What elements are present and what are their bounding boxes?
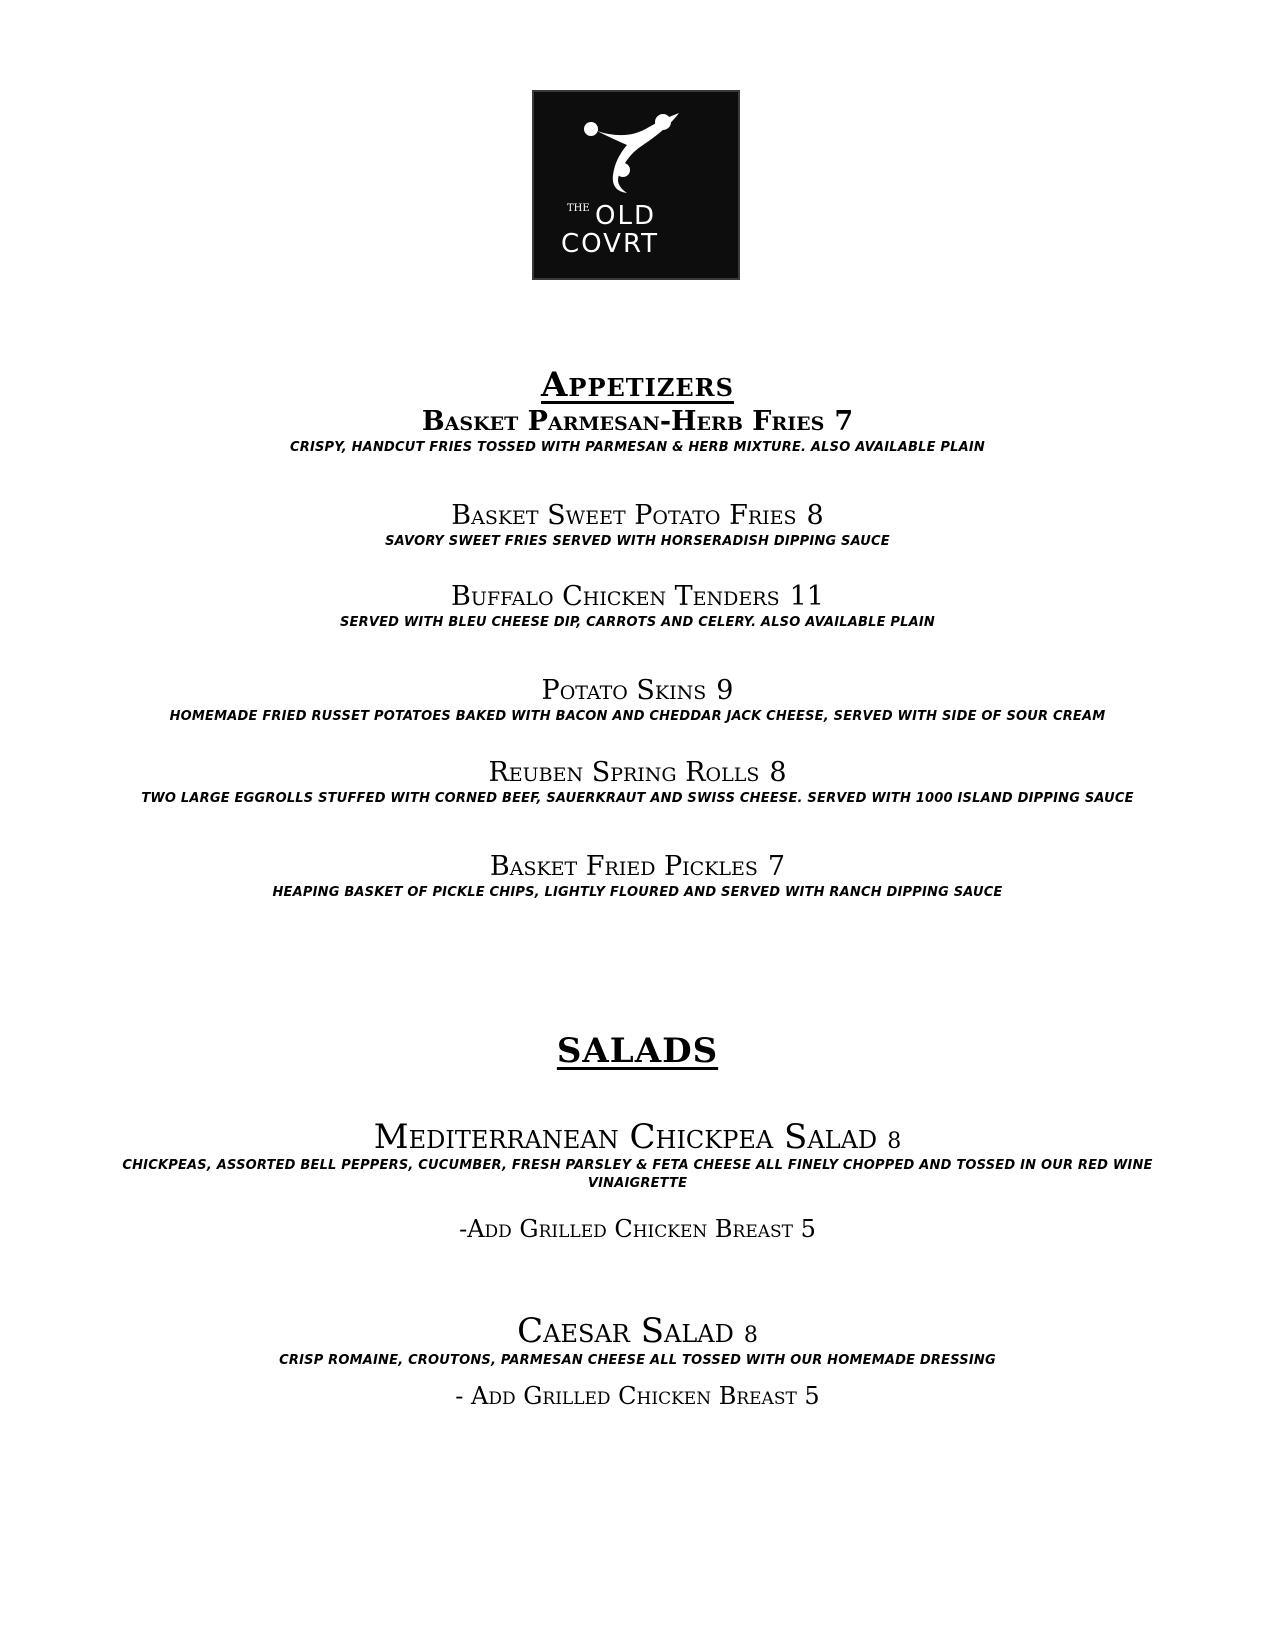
item-description: SERVED WITH BLEU CHEESE DIP, CARROTS AND CELERY. ALSO AVAILABLE PLAIN	[339, 615, 936, 630]
menu-item	[0, 759, 1275, 808]
item-description: TWO LARGE EGGROLLS STUFFED WITH CORNED BEEF, SAUERKRAUT AND SWISS CHEESE. SERVED WITH 1000 ISLAND DIPPING SAUCE	[141, 791, 1134, 806]
item-description: HEAPING BASKET OF PICKLE CHIPS, LIGHTLY FLOURED AND SERVED WITH RANCH DIPPING SAUCE	[272, 885, 1003, 900]
menu-item	[0, 502, 1275, 551]
item-price: 8	[769, 757, 787, 788]
item-description: HOMEMADE FRIED RUSSET POTATOES BAKED WITH BACON AND CHEDDAR JACK CHEESE, SERVED WITH SIDE OF SOUR CREAM	[169, 709, 1106, 724]
menu-item	[0, 853, 1275, 902]
item-description: CHICKPEAS, ASSORTED BELL PEPPERS, CUCUMBER, FRESH PARSLEY & FETA CHEESE ALL FINELY CHOPPED AND TOSSED IN OUR RED WINE VINAIGRETTE	[122, 1158, 1153, 1191]
item-name: Mediterranean Chickpea Salad	[373, 1117, 878, 1157]
item-description: CRISP ROMAINE, CROUTONS, PARMESAN CHEESE ALL TOSSED WITH OUR HOMEMADE DRESSING	[279, 1353, 996, 1368]
item-price: 7	[834, 406, 854, 437]
item-name: Reuben Spring Rolls	[488, 757, 760, 788]
item-description: SAVORY SWEET FRIES SERVED WITH HORSERADISH DIPPING SAUCE	[385, 534, 890, 549]
logo-text-the: THE	[567, 203, 590, 214]
item-price: 8	[743, 1323, 758, 1348]
item-addon: -Add Grilled Chicken Breast 5	[459, 1215, 816, 1243]
logo-text-court: COVRT	[561, 229, 660, 259]
item-addon: - Add Grilled Chicken Breast 5	[455, 1382, 820, 1410]
item-name: Buffalo Chicken Tenders	[451, 581, 780, 612]
item-name: Potato Skins	[541, 675, 707, 706]
item-name: Basket Sweet Potato Fries	[451, 500, 797, 531]
item-price: 8	[887, 1129, 902, 1154]
appetizers-heading: Appetizers	[541, 365, 734, 405]
menu-item	[0, 1117, 1275, 1243]
menu-item	[0, 1311, 1275, 1410]
menu-item	[0, 408, 1275, 457]
item-name: Caesar Salad	[517, 1311, 734, 1351]
menu-item	[0, 677, 1275, 726]
item-price: 9	[716, 675, 734, 706]
old-court-logo	[531, 89, 741, 281]
salads-heading: SALADS	[556, 1031, 719, 1071]
item-description: CRISPY, HANDCUT FRIES TOSSED WITH PARMESAN & HERB MIXTURE. ALSO AVAILABLE PLAIN	[290, 440, 985, 455]
item-name: Basket Parmesan-Herb Fries	[421, 406, 825, 437]
item-price: 8	[806, 500, 824, 531]
item-price: 7	[767, 851, 786, 882]
menu-item	[0, 583, 1275, 632]
item-price: 11	[789, 581, 824, 612]
item-name: Basket Fried Pickles	[489, 851, 758, 882]
logo-text-old: OLD	[595, 201, 656, 231]
